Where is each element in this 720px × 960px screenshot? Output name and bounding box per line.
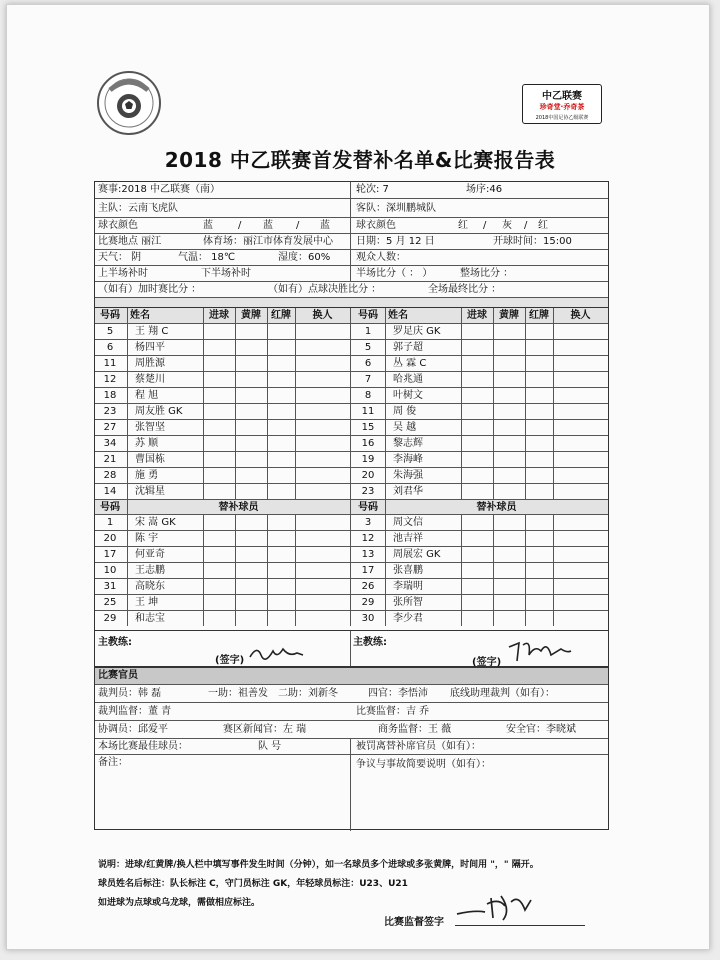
home-col-goal: 进球 [209, 310, 229, 321]
home-player-name: 王志鹏 [135, 565, 165, 576]
home-coach-sign-label: (签字) [215, 655, 245, 666]
home-kit-1: 蓝 [203, 220, 213, 231]
note-line-1: 说明：进球/红黄牌/换人栏中填写事件发生时间（分钟），如一名球员多个进球或多张黄牌，时间用 "，" 隔开。 [98, 860, 539, 870]
officials-table [94, 667, 609, 830]
temperature: 气温： 18℃ [178, 252, 236, 263]
away-kit-3: 红 [538, 220, 548, 231]
home-player-name: 蔡楚川 [135, 374, 165, 385]
away-player-name: 李瑞明 [393, 581, 423, 592]
attendance: 观众人数： [356, 252, 406, 263]
table-row [95, 435, 608, 451]
commissioner-signature-icon [455, 890, 545, 924]
home-player-number: 18 [103, 390, 117, 401]
round: 轮次: 7 [356, 184, 389, 195]
home-col-number: 号码 [100, 310, 120, 321]
table-row [95, 387, 608, 403]
home-player-number: 27 [103, 422, 117, 433]
home-player-name: 施 勇 [135, 470, 159, 481]
away-subs-title: 替补球员 [476, 502, 517, 513]
table-row [95, 419, 608, 435]
away-player-number: 6 [364, 358, 372, 369]
home-subs-title: 替补球员 [218, 502, 259, 513]
away-player-name: 郭子超 [393, 342, 423, 353]
remarks: 备注： [98, 757, 128, 768]
table-row [95, 610, 608, 626]
sent-off-official: 被罚离替补席官员（如有）： [356, 741, 481, 752]
away-player-name: 周 俊 [393, 406, 417, 417]
best-player: 本场比赛最佳球员： [98, 741, 188, 752]
extra-time-score: （如有）加时赛比分 ： [98, 284, 202, 295]
away-kit-sep-1: / [483, 220, 487, 231]
away-player-number: 26 [361, 581, 375, 592]
penalty-score: （如有）点球决胜比分 ： [268, 284, 382, 295]
away-player-name: 罗足庆 GK [393, 326, 441, 337]
home-player-number: 25 [103, 597, 117, 608]
home-player-number: 34 [103, 438, 117, 449]
table-row [95, 530, 608, 546]
home-player-name: 周胜源 [135, 358, 165, 369]
away-player-number: 15 [361, 422, 375, 433]
away-player-name: 李少君 [393, 613, 423, 624]
security-officer: 安全官：李晓斌 [506, 724, 576, 735]
away-kit-label: 球衣颜色 [356, 220, 396, 231]
weather: 天气： 阴 [98, 252, 142, 263]
away-player-name: 朱海强 [393, 470, 423, 481]
home-player-name: 陈 宇 [135, 533, 159, 544]
home-kit-3: 蓝 [320, 220, 330, 231]
away-player-number: 16 [361, 438, 375, 449]
away-player-number: 30 [361, 613, 375, 624]
away-player-number: 19 [361, 454, 375, 465]
home-col-yellow: 黄牌 [241, 310, 261, 321]
home-player-number: 6 [106, 342, 114, 353]
table-row [95, 562, 608, 578]
match-commissioner: 比赛监督：吉 乔 [356, 706, 430, 717]
away-player-name: 刘君华 [393, 486, 423, 497]
home-player-number: 29 [103, 613, 117, 624]
table-row [95, 323, 608, 339]
home-player-name: 沈辑星 [135, 486, 165, 497]
first-half-stoppage: 上半场补时 [98, 268, 148, 279]
home-player-number: 28 [103, 470, 117, 481]
table-row [95, 451, 608, 467]
referee: 裁判员：韩 磊 [98, 688, 162, 699]
away-player-name: 周展宏 GK [393, 549, 441, 560]
half-time-score: 半场比分（ ： ） [356, 268, 433, 279]
fourth-official: 四官：李悟沛 [368, 688, 428, 699]
home-col-sub: 换人 [312, 310, 333, 321]
full-time-score: 整场比分 ： [460, 268, 514, 279]
away-player-name: 张所智 [393, 597, 423, 608]
away-player-number: 5 [364, 342, 372, 353]
home-kit-2: 蓝 [263, 220, 273, 231]
home-player-name: 王 翔 C [135, 326, 169, 337]
home-player-name: 何亚奇 [135, 549, 165, 560]
away-player-name: 周文信 [393, 517, 423, 528]
home-coach-label: 主教练: [98, 637, 132, 648]
home-player-number: 21 [103, 454, 117, 465]
away-player-number: 20 [361, 470, 375, 481]
match-number: 场序:46 [466, 184, 503, 195]
note-line-2: 球员姓名后标注：队长标注 C，守门员标注 GK，年轻球员标注：U23、U21 [98, 879, 408, 889]
commercial-supervisor: 商务监督：王 薇 [378, 724, 452, 735]
away-kit-2: 灰 [502, 220, 512, 231]
away-kit-sep-2: / [524, 220, 528, 231]
home-player-number: 10 [103, 565, 117, 576]
home-player-name: 和志宝 [135, 613, 165, 624]
away-player-number: 13 [361, 549, 375, 560]
sponsor-line-2: 珍奇堂·乔奇茶 [539, 103, 585, 111]
home-kit-sep-2: / [296, 220, 300, 231]
away-coach-signature-icon [505, 637, 575, 665]
away-player-number: 7 [364, 374, 372, 385]
home-player-name: 高晓东 [135, 581, 165, 592]
away-coach-sign-label: (签字) [472, 657, 502, 668]
home-col-red: 红牌 [271, 310, 291, 321]
match-info-table [94, 181, 609, 309]
kickoff-time: 开球时间：15:00 [493, 236, 572, 247]
stadium: 体育场：丽江市体育发展中心 [203, 236, 333, 247]
away-player-number: 11 [361, 406, 375, 417]
home-team: 主队：云南飞虎队 [98, 203, 178, 214]
table-row [95, 546, 608, 562]
home-player-name: 宋 嵩 GK [135, 517, 176, 528]
away-col-red: 红牌 [529, 310, 549, 321]
away-player-number: 1 [364, 326, 372, 337]
away-player-number: 29 [361, 597, 375, 608]
table-row [95, 483, 608, 499]
home-player-name: 曹国栋 [135, 454, 165, 465]
away-kit-1: 红 [458, 220, 468, 231]
table-row [95, 339, 608, 355]
away-col-number: 号码 [358, 502, 378, 513]
away-player-number: 12 [361, 533, 375, 544]
note-line-3: 如进球为点球或乌龙球，需做相应标注。 [98, 898, 261, 908]
away-player-name: 李海峰 [393, 454, 423, 465]
home-coach-signature-icon [247, 643, 307, 665]
final-score: 全场最终比分 ： [428, 284, 502, 295]
away-coach-label: 主教练: [353, 637, 387, 648]
away-player-number: 23 [361, 486, 375, 497]
best-player-team: 队 号 [258, 741, 282, 752]
away-player-name: 黎志辉 [393, 438, 423, 449]
away-col-name: 姓名 [388, 310, 408, 321]
coach-row [94, 630, 609, 667]
away-player-name: 叶树文 [393, 390, 423, 401]
away-player-name: 吴 越 [393, 422, 417, 433]
home-player-number: 12 [103, 374, 117, 385]
assistant-referee-2: 二助：刘新冬 [278, 688, 338, 699]
league-sponsor-logo [522, 84, 602, 124]
away-player-name: 丛 霖 C [393, 358, 427, 369]
referee-assessor: 裁判监督：董 青 [98, 706, 172, 717]
home-player-number: 20 [103, 533, 117, 544]
away-col-number: 号码 [358, 310, 378, 321]
away-player-number: 17 [361, 565, 375, 576]
coordinator: 协调员：邱爱平 [98, 724, 168, 735]
home-player-number: 14 [103, 486, 117, 497]
home-player-number: 1 [106, 517, 114, 528]
home-player-number: 5 [106, 326, 114, 337]
officials-title: 比赛官员 [98, 670, 138, 681]
home-kit-sep-1: / [238, 220, 242, 231]
press-officer: 赛区新闻官：左 瑞 [223, 724, 307, 735]
away-player-name: 张喜鹏 [393, 565, 423, 576]
second-half-stoppage: 下半场补时 [201, 268, 251, 279]
table-row [95, 403, 608, 419]
away-player-number: 3 [364, 517, 372, 528]
home-player-number: 11 [103, 358, 117, 369]
incidents: 争议与事故简要说明（如有）： [356, 759, 491, 770]
home-player-name: 王 坤 [135, 597, 159, 608]
away-player-name: 池吉祥 [393, 533, 423, 544]
home-col-name: 姓名 [130, 310, 150, 321]
table-row [95, 514, 608, 530]
table-row [95, 578, 608, 594]
sponsor-line-1: 中乙联赛 [542, 91, 582, 102]
assistant-referee-1: 一助：祖善发 [208, 688, 268, 699]
home-player-number: 17 [103, 549, 117, 560]
away-player-name: 哈兆通 [393, 374, 423, 385]
home-player-name: 苏 顺 [135, 438, 159, 449]
table-row [95, 355, 608, 371]
home-col-number: 号码 [100, 502, 120, 513]
lineup-table [94, 307, 609, 631]
humidity: 湿度：60% [278, 252, 331, 263]
away-col-goal: 进球 [467, 310, 487, 321]
away-col-yellow: 黄牌 [499, 310, 519, 321]
home-kit-label: 球衣颜色 [98, 220, 138, 231]
commissioner-sign-label: 比赛监督签字 [384, 917, 444, 928]
away-player-number: 8 [364, 390, 372, 401]
signature-line [455, 925, 585, 926]
goal-line-referee: 底线助理裁判（如有）： [450, 688, 555, 699]
match-date: 日期：5 月 12 日 [356, 236, 435, 247]
league-emblem-icon [96, 70, 162, 136]
venue-city: 比赛地点 丽江 [98, 236, 162, 247]
table-row [95, 371, 608, 387]
away-col-sub: 换人 [570, 310, 591, 321]
table-row [95, 594, 608, 610]
home-player-name: 周友胜 GK [135, 406, 183, 417]
home-player-number: 23 [103, 406, 117, 417]
away-team: 客队：深圳鹏城队 [356, 203, 436, 214]
page-title: 2018 中乙联赛首发替补名单&比赛报告表 [164, 148, 556, 172]
table-row [95, 467, 608, 483]
sponsor-line-3: 2018中国足协乙级联赛 [535, 115, 589, 121]
home-player-name: 杨四平 [135, 342, 165, 353]
home-player-number: 31 [103, 581, 117, 592]
home-player-name: 张智坚 [135, 422, 165, 433]
competition: 赛事:2018 中乙联赛（南） [98, 184, 220, 195]
home-player-name: 程 旭 [135, 390, 159, 401]
